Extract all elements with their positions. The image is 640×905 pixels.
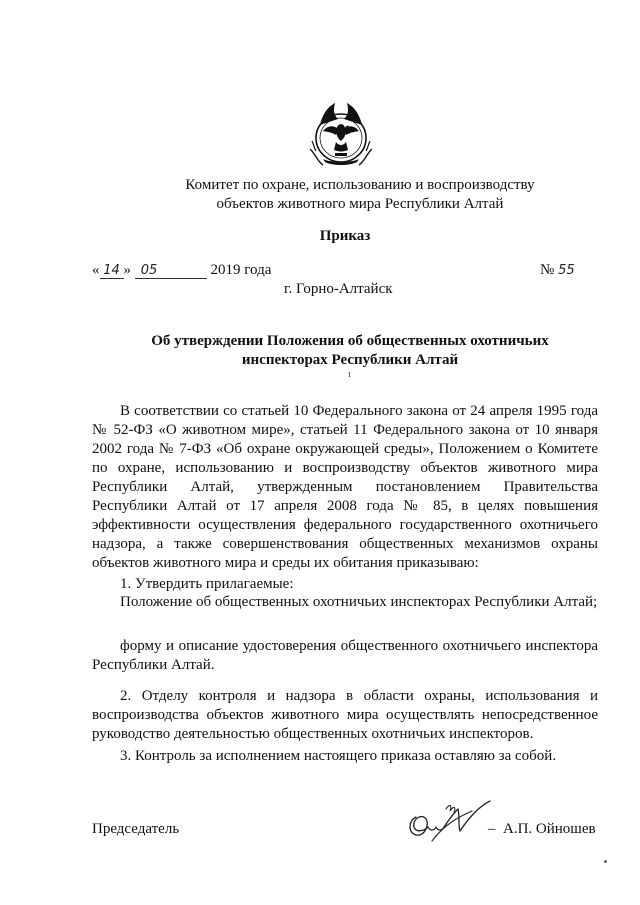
scan-speck [604,860,607,863]
order-number [540,262,575,279]
number-value: 55 [558,263,575,278]
order-title: Приказ [319,228,371,244]
order-date [92,262,271,279]
subject-line-1: Об утверждении Положения об общественных охотничьих [151,333,549,349]
signature-dash: – [488,821,496,837]
org-line-1: Комитет по охране, использованию и воспроизводству [185,177,535,193]
org-line-2: объектов животного мира Республики Алтай [216,196,504,212]
item-1: 1. Утвердить прилагаемые: [120,576,294,592]
altai-emblem-icon [301,101,381,171]
city: г. Горно-Алтайск [284,281,393,297]
date-day: 14 [103,263,120,278]
item-2: 2. Отделу контроля и надзора в области охраны, использования и воспроизводства объектов животного мира осуществлять непосредственное руководство деятельностью общественных охотничьих инспекторов. [92,688,598,742]
item-3: 3. Контроль за исполнением настоящего приказа оставляю за собой. [120,748,557,764]
organization-name [170,176,550,214]
intro-paragraph: В соответствии со статьей 10 Федерального закона от 24 апреля 1995 года № 52-ФЗ «О животном мире», статьей 11 Федерального закона от 10 января 2002 года № 7-ФЗ «Об охране окружающей среды», Положением о Комитете по охране, использованию и воспроизводству объектов животного мира Республики Алтай, утвержденным постановлением Правительства Республики Алтай от 17 апреля 2008 года № 85, в целях повышения эффективности осуществления федерального государственного охотничьего надзора, а также совершенствования общественных механизмов охраны объектов животного мира и среды их обитания приказываю: [92,403,598,571]
date-month: 05 [140,263,158,278]
date-quote-close: » [123,262,131,278]
item-1b: форму и описание удостоверения общественного охотничьего инспектора Республики Алтай. [92,638,598,673]
date-quote-open: « [92,262,100,278]
pen-mark: ı [348,368,352,380]
date-year: 2019 года [210,262,272,278]
handwritten-signature [402,795,502,847]
order-subject [100,332,600,370]
signer-name: А.П. Ойношев [503,821,596,837]
item-1a: Положение об общественных охотничьих инспекторах Республики Алтай; [120,594,598,610]
subject-line-2: инспекторах Республики Алтай [241,352,459,368]
signer-role: Председатель [92,821,180,837]
number-label: № [540,262,555,278]
